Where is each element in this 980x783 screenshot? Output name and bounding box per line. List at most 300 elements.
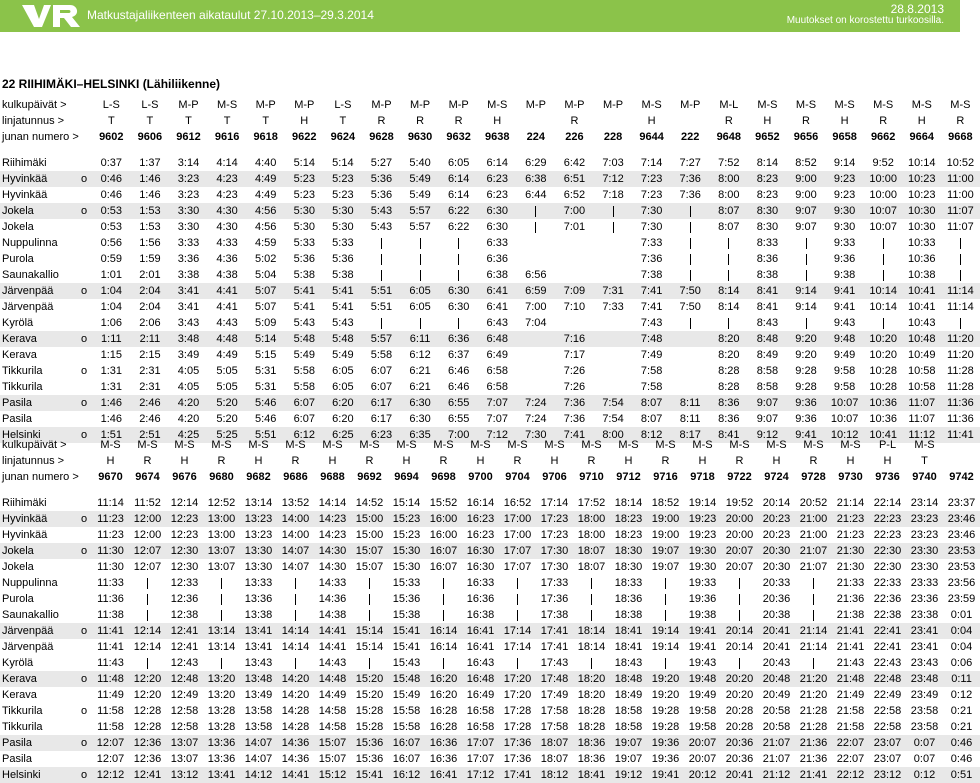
time-cell: 14:12 (240, 767, 277, 783)
time-cell: 0:46 (943, 735, 980, 751)
time-cell: 6:42 (563, 157, 586, 169)
time-cell: 16:23 (466, 529, 495, 541)
pass-through-bar-icon (813, 610, 814, 621)
time-cell: 19:20 (651, 689, 680, 701)
time-cell: 4:41 (208, 283, 247, 299)
time-cell: 6:05 (447, 157, 470, 169)
time-cell: 8:00 (594, 427, 633, 443)
time-cell: 2:46 (131, 395, 170, 411)
time-cell: 21:41 (836, 641, 865, 653)
time-cell: 11:20 (941, 331, 980, 347)
info-cell: 9706 (542, 471, 567, 483)
time-cell: 21:49 (836, 689, 865, 701)
time-cell: 6:46 (447, 365, 470, 377)
time-cell: 20:14 (725, 641, 754, 653)
time-cell: 13:28 (207, 705, 236, 717)
time-cell: 5:30 (293, 221, 315, 233)
time-cell: 8:20 (718, 349, 740, 361)
time-cell: 18:07 (540, 753, 569, 765)
time-cell: 11:12 (902, 427, 941, 443)
time-cell: 7:00 (555, 203, 594, 219)
time-cell: 1:11 (92, 331, 131, 347)
info-cell: T (262, 115, 270, 127)
time-cell: 1:31 (100, 365, 123, 377)
station-row (0, 251, 980, 267)
info-cell: 9652 (755, 131, 780, 143)
pass-through-bar (401, 315, 440, 331)
info-cell: M-S (641, 99, 662, 111)
time-cell: 9:14 (833, 157, 856, 169)
time-cell: 0:37 (100, 157, 123, 169)
pass-through-bar (499, 575, 536, 591)
pass-through-bar (721, 607, 758, 623)
info-cell: R (513, 455, 522, 467)
time-cell: 21:00 (799, 529, 828, 541)
time-cell: 13:48 (240, 671, 277, 687)
info-cell: T (146, 115, 154, 127)
pass-through-bar (425, 575, 462, 591)
time-cell: 12:58 (170, 705, 199, 717)
time-cell: 6:23 (478, 171, 517, 187)
time-cell: 8:58 (756, 381, 779, 393)
time-cell: 0:11 (943, 671, 980, 687)
time-cell: 17:30 (540, 561, 569, 573)
time-cell: 16:41 (425, 767, 462, 783)
time-cell: 6:41 (486, 301, 508, 313)
time-cell: 15:23 (388, 511, 425, 527)
time-cell (517, 347, 556, 363)
station-row (0, 495, 980, 511)
station-name: Hyvinkää (0, 511, 76, 527)
time-cell: 13:41 (240, 623, 277, 639)
time-cell: 22:43 (873, 657, 902, 669)
time-cell: 19:07 (610, 735, 647, 751)
time-cell: 12:12 (92, 767, 129, 783)
time-cell: 11:58 (97, 721, 124, 733)
time-cell: 5:43 (293, 317, 315, 329)
time-cell: 17:41 (536, 623, 573, 639)
info-row (0, 113, 980, 129)
info-cell (943, 453, 980, 469)
time-cell: 21:12 (758, 767, 795, 783)
time-cell: 6:59 (517, 283, 556, 299)
time-cell: 7:58 (640, 365, 663, 377)
time-cell: 7:12 (478, 427, 517, 443)
time-cell: 17:52 (577, 497, 606, 509)
time-cell: 7:30 (632, 203, 671, 219)
time-cell: 7:49 (640, 349, 663, 361)
time-cell: 0:04 (943, 623, 980, 639)
time-cell: 11:43 (97, 657, 124, 669)
time-cell: 22:07 (832, 735, 869, 751)
time-cell: 5:43 (332, 317, 354, 329)
pass-through-bar (362, 235, 401, 251)
station-name: Saunakallio (2, 269, 59, 281)
station-name: Järvenpää (2, 641, 54, 653)
time-cell: 23:56 (947, 577, 976, 589)
time-cell: 12:28 (133, 705, 162, 717)
pass-through-bar-icon (458, 318, 459, 329)
spacer-row (0, 485, 980, 495)
time-cell: 4:49 (216, 349, 238, 361)
station-name: Pasila (0, 395, 76, 411)
time-cell: 3:48 (169, 331, 208, 347)
info-cell: R (217, 455, 226, 467)
info-cell: L-S (141, 99, 159, 111)
time-cell (594, 379, 633, 395)
time-cell: 6:07 (370, 365, 393, 377)
info-cell: M-S (433, 439, 454, 451)
info-cell: M-P (294, 99, 315, 111)
station-row (0, 719, 980, 735)
time-cell: 5:43 (370, 221, 393, 233)
time-cell: 19:23 (688, 529, 717, 541)
time-cell: 12:41 (166, 623, 203, 639)
time-cell: 4:23 (216, 189, 238, 201)
info-cell: 9656 (793, 131, 819, 143)
station-row (0, 155, 980, 171)
time-cell: 13:14 (207, 641, 236, 653)
station-name: Tikkurila (2, 705, 43, 717)
time-cell: 8:14 (756, 157, 779, 169)
time-cell: 11:41 (92, 623, 129, 639)
time-cell: 2:04 (139, 301, 161, 313)
info-label: junan numero > (2, 131, 79, 143)
station-name: Kyrölä (2, 657, 34, 669)
time-cell: 13:23 (244, 529, 273, 541)
departure-marker (76, 591, 92, 607)
time-cell: 14:14 (281, 641, 310, 653)
station-row (0, 687, 980, 703)
info-cell: M-S (507, 439, 528, 451)
pass-through-bar-icon (147, 594, 148, 605)
pass-through-bar (439, 267, 478, 283)
time-cell: 16:07 (429, 561, 458, 573)
timetable-morning (0, 97, 980, 443)
time-cell: 19:52 (725, 497, 754, 509)
pass-through-bar (499, 607, 536, 623)
time-cell: 4:25 (169, 427, 208, 443)
info-cell: M-P (680, 99, 701, 111)
time-cell: 16:41 (462, 623, 499, 639)
time-cell: 1:15 (100, 349, 123, 361)
time-cell: 15:38 (392, 609, 421, 621)
info-cell: T (185, 115, 192, 127)
pass-through-bar (129, 655, 166, 671)
time-cell: 22:58 (873, 705, 902, 717)
time-cell: 6:30 (409, 413, 431, 425)
time-cell: 13:49 (244, 689, 273, 701)
time-cell (517, 363, 556, 379)
time-cell: 14:38 (318, 609, 347, 621)
departure-marker (76, 751, 92, 767)
time-cell: 1:46 (131, 171, 170, 187)
pass-through-bar (362, 251, 401, 267)
time-cell: 4:48 (208, 331, 247, 347)
time-cell: 14:00 (277, 511, 314, 527)
time-cell: 7:17 (563, 349, 586, 361)
time-cell: 21:20 (799, 689, 828, 701)
time-cell: 19:23 (684, 511, 721, 527)
time-cell: 19:12 (610, 767, 647, 783)
info-cell: H (647, 115, 656, 127)
time-cell: 20:30 (758, 543, 795, 559)
time-cell: 20:07 (684, 735, 721, 751)
info-cell: 222 (681, 131, 700, 143)
pass-through-bar-icon (806, 238, 807, 249)
time-cell: 15:14 (351, 623, 388, 639)
info-cell: M-S (487, 99, 508, 111)
time-cell: 3:30 (177, 221, 200, 233)
time-cell: 5:58 (293, 381, 315, 393)
time-cell: 17:36 (503, 753, 532, 765)
time-cell: 16:20 (425, 671, 462, 687)
info-cell: 9628 (369, 131, 394, 143)
time-cell: 17:36 (499, 735, 536, 751)
time-cell: 6:35 (401, 427, 440, 443)
spacer-row (0, 145, 980, 155)
pass-through-bar-icon (458, 238, 459, 249)
time-cell: 8:38 (756, 269, 779, 281)
time-cell: 19:36 (647, 735, 684, 751)
time-cell: 17:41 (499, 767, 536, 783)
pass-through-bar-icon (665, 594, 666, 605)
info-cell: M-P (564, 99, 585, 111)
info-cell: 9682 (246, 471, 271, 483)
info-cell: M-S (137, 439, 158, 451)
pass-through-bar (203, 655, 240, 671)
time-cell: 13:07 (166, 735, 203, 751)
time-cell: 5:41 (293, 301, 315, 313)
station-name: Järvenpää (0, 283, 76, 299)
time-cell: 22:38 (873, 609, 902, 621)
time-cell: 9:07 (795, 221, 817, 233)
time-cell: 19:07 (647, 543, 684, 559)
time-cell: 19:14 (647, 623, 684, 639)
station-name: Kerava (2, 689, 37, 701)
time-cell: 19:36 (688, 593, 717, 605)
time-cell: 11:00 (941, 171, 980, 187)
time-cell: 3:41 (177, 301, 200, 313)
time-cell: 18:30 (610, 543, 647, 559)
time-cell: 20:00 (721, 511, 758, 527)
time-cell: 20:23 (758, 511, 795, 527)
time-cell: 21:41 (832, 623, 869, 639)
station-row (0, 331, 980, 347)
time-cell: 11:36 (947, 413, 974, 425)
time-cell: 9:58 (833, 381, 856, 393)
pass-through-bar-icon (739, 610, 740, 621)
time-cell: 12:28 (133, 721, 162, 733)
time-cell: 6:05 (409, 301, 431, 313)
pass-through-bar (129, 591, 166, 607)
pass-through-bar-icon (591, 594, 592, 605)
time-cell: 20:14 (762, 497, 791, 509)
info-cell: R (377, 115, 386, 127)
time-cell: 13:12 (166, 767, 203, 783)
pass-through-bar-icon (883, 238, 884, 249)
time-cell (671, 331, 710, 347)
time-cell: 3:23 (169, 171, 208, 187)
time-cell: 1:06 (100, 317, 123, 329)
time-cell: 23:36 (910, 593, 939, 605)
station-row (0, 751, 980, 767)
route-title: 22 RIIHIMÄKI–HELSINKI (Lähiliikenne) (2, 77, 221, 91)
time-cell: 5:48 (285, 331, 324, 347)
station-name: Riihimäki (2, 497, 47, 509)
time-cell: 5:31 (254, 381, 277, 393)
time-cell: 16:49 (466, 689, 495, 701)
info-cell: M-S (766, 439, 787, 451)
departure-marker (76, 719, 92, 735)
info-cell: 9728 (801, 471, 826, 483)
pass-through-bar-icon (813, 578, 814, 589)
time-cell: 5:30 (324, 203, 363, 219)
time-cell: 4:43 (216, 317, 238, 329)
info-cell: M-S (729, 439, 750, 451)
time-cell: 6:22 (447, 221, 470, 233)
time-cell: 8:11 (679, 413, 701, 425)
time-cell: 6:30 (447, 301, 470, 313)
time-cell: 11:07 (902, 395, 941, 411)
time-cell: 18:20 (577, 689, 606, 701)
info-cell: M-S (359, 439, 380, 451)
departure-marker (76, 251, 92, 267)
time-cell: 18:36 (614, 593, 643, 605)
station-name: Järvenpää (0, 623, 76, 639)
time-cell: 21:36 (795, 735, 832, 751)
time-cell: 18:14 (577, 641, 606, 653)
time-cell: 6:17 (362, 395, 401, 411)
time-cell: 11:30 (97, 561, 124, 573)
time-cell: 4:30 (216, 221, 238, 233)
info-cell: M-P (448, 99, 469, 111)
pass-through-bar-icon (147, 578, 148, 589)
time-cell: 7:36 (679, 189, 701, 201)
time-cell: 7:07 (478, 395, 517, 411)
time-cell: 9:14 (787, 283, 826, 299)
time-cell: 15:41 (392, 641, 421, 653)
time-cell: 23:53 (947, 561, 976, 573)
time-cell: 18:12 (536, 767, 573, 783)
time-cell: 21:07 (795, 543, 832, 559)
time-cell: 17:14 (499, 623, 536, 639)
info-cell (517, 113, 556, 129)
time-cell: 16:07 (388, 735, 425, 751)
time-cell: 15:12 (314, 767, 351, 783)
time-cell: 20:41 (758, 623, 795, 639)
time-cell: 16:00 (425, 511, 462, 527)
time-cell: 10:48 (902, 331, 941, 347)
departure-marker: o (76, 543, 92, 559)
time-cell: 21:48 (832, 671, 869, 687)
time-cell: 15:49 (392, 689, 421, 701)
info-cell: P-L (878, 439, 897, 451)
station-row (0, 543, 980, 559)
time-cell: 13:28 (207, 721, 236, 733)
station-row (0, 623, 980, 639)
info-cell: 9710 (579, 471, 604, 483)
time-cell: 0:21 (950, 705, 973, 717)
info-cell: M-S (581, 439, 602, 451)
time-cell: 6:29 (525, 157, 547, 169)
pass-through-bar-icon (295, 610, 296, 621)
pass-through-bar (721, 655, 758, 671)
time-cell: 8:00 (718, 189, 740, 201)
info-cell: H (772, 455, 781, 467)
time-cell: 18:38 (614, 609, 643, 621)
pass-through-bar-icon (813, 658, 814, 669)
time-cell: 19:43 (688, 657, 717, 669)
time-cell: 12:00 (133, 529, 162, 541)
time-cell: 18:36 (573, 735, 610, 751)
info-cell: 9680 (209, 471, 234, 483)
pass-through-bar (203, 607, 240, 623)
info-cell: R (956, 115, 965, 127)
station-name: Pasila (2, 413, 32, 425)
time-cell: 3:38 (177, 269, 200, 281)
pass-through-bar (362, 315, 401, 331)
time-cell: 13:14 (203, 623, 240, 639)
time-cell: 0:56 (100, 237, 123, 249)
pass-through-bar (401, 267, 440, 283)
pass-through-bar-icon (728, 270, 729, 281)
pass-through-bar (203, 575, 240, 591)
pass-through-bar-icon (535, 222, 536, 233)
time-cell: 5:14 (246, 331, 285, 347)
time-cell: 4:20 (169, 395, 208, 411)
pass-through-bar (203, 591, 240, 607)
pass-through-bar-icon (690, 254, 691, 265)
info-cell: M-S (655, 439, 676, 451)
pass-through-bar-icon (443, 610, 444, 621)
pass-through-bar-icon (443, 594, 444, 605)
info-row (0, 129, 980, 145)
pass-through-bar (721, 591, 758, 607)
time-cell: 9:30 (825, 203, 864, 219)
pass-through-bar-icon (420, 270, 421, 281)
time-cell: 21:07 (799, 561, 828, 573)
pass-through-bar-icon (458, 270, 459, 281)
info-cell: 9740 (912, 471, 937, 483)
time-cell (671, 347, 710, 363)
pass-through-bar-icon (813, 594, 814, 605)
pass-through-bar-icon (883, 254, 884, 265)
time-cell: 11:14 (941, 283, 980, 299)
time-cell: 3:43 (177, 317, 200, 329)
info-cell (943, 437, 980, 453)
time-cell: 14:07 (281, 561, 310, 573)
station-name: Hyvinkää (2, 529, 48, 541)
station-name: Pasila (2, 753, 32, 765)
info-cell: R (291, 455, 300, 467)
time-cell: 17:07 (466, 753, 495, 765)
time-cell: 5:31 (254, 365, 277, 377)
station-row (0, 767, 980, 783)
info-cell: M-S (950, 99, 971, 111)
time-cell: 18:00 (577, 529, 606, 541)
pass-through-bar (129, 607, 166, 623)
pass-through-bar-icon (591, 578, 592, 589)
info-cell: H (328, 455, 337, 467)
time-cell: 21:36 (836, 593, 865, 605)
time-cell: 6:36 (439, 331, 478, 347)
time-cell: 15:00 (351, 511, 388, 527)
time-cell: 1:56 (139, 237, 161, 249)
station-row (0, 559, 980, 575)
time-cell: 8:14 (710, 283, 749, 299)
station-row (0, 219, 980, 235)
